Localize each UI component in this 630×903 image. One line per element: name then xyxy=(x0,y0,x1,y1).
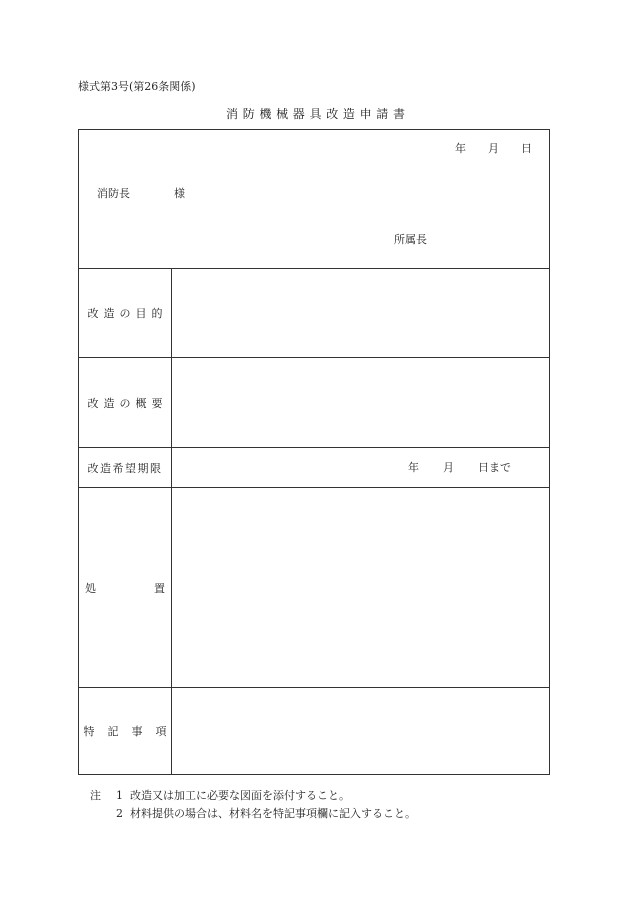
disposition-label xyxy=(79,488,172,687)
remarks-row xyxy=(79,688,549,774)
notes xyxy=(90,787,416,823)
note-item xyxy=(90,805,416,823)
disposition-label-right: 置 xyxy=(154,581,165,595)
remarks-label: 特記事項 xyxy=(79,688,172,774)
purpose-label: 改造の目的 xyxy=(79,269,172,357)
deadline-field[interactable] xyxy=(172,448,549,487)
applicant-label: 所属長 xyxy=(394,233,427,246)
form-number: 様式第3号(第26条関係) xyxy=(78,80,196,93)
disposition-field[interactable] xyxy=(172,488,549,687)
date-month-label: 月 xyxy=(488,142,499,155)
note-text: 改造又は加工に必要な図面を添付すること。 xyxy=(130,789,350,802)
note-text: 材料提供の場合は、材料名を特記事項欄に記入すること。 xyxy=(130,807,416,820)
form-title: 消防機械器具改造申請書 xyxy=(226,107,410,121)
addressee-honorific: 様 xyxy=(174,187,185,200)
form-header xyxy=(79,130,549,269)
disposition-label-left: 処 xyxy=(85,581,96,595)
deadline-year-label: 年 xyxy=(408,461,419,474)
date-year-label: 年 xyxy=(455,142,466,155)
application-date[interactable] xyxy=(455,142,532,156)
note-number: 1 xyxy=(116,789,123,802)
deadline-row xyxy=(79,448,549,488)
application-form xyxy=(78,129,550,775)
deadline-until-label: 日まで xyxy=(478,461,511,474)
applicant-field[interactable] xyxy=(394,233,427,247)
note-item xyxy=(90,787,416,805)
note-number: 2 xyxy=(116,807,123,820)
disposition-row xyxy=(79,488,549,688)
purpose-field[interactable] xyxy=(172,269,549,357)
purpose-row xyxy=(79,269,549,358)
addressee-name: 消防長 xyxy=(97,187,130,200)
summary-row xyxy=(79,358,549,448)
date-day-label: 日 xyxy=(521,142,532,155)
deadline-value xyxy=(408,461,511,475)
summary-label: 改造の概要 xyxy=(79,358,172,447)
remarks-field[interactable] xyxy=(172,688,549,774)
addressee xyxy=(97,187,185,201)
notes-prefix: 注 xyxy=(90,789,101,802)
deadline-month-label: 月 xyxy=(443,461,454,474)
deadline-label: 改造希望期限 xyxy=(79,448,172,487)
summary-field[interactable] xyxy=(172,358,549,447)
